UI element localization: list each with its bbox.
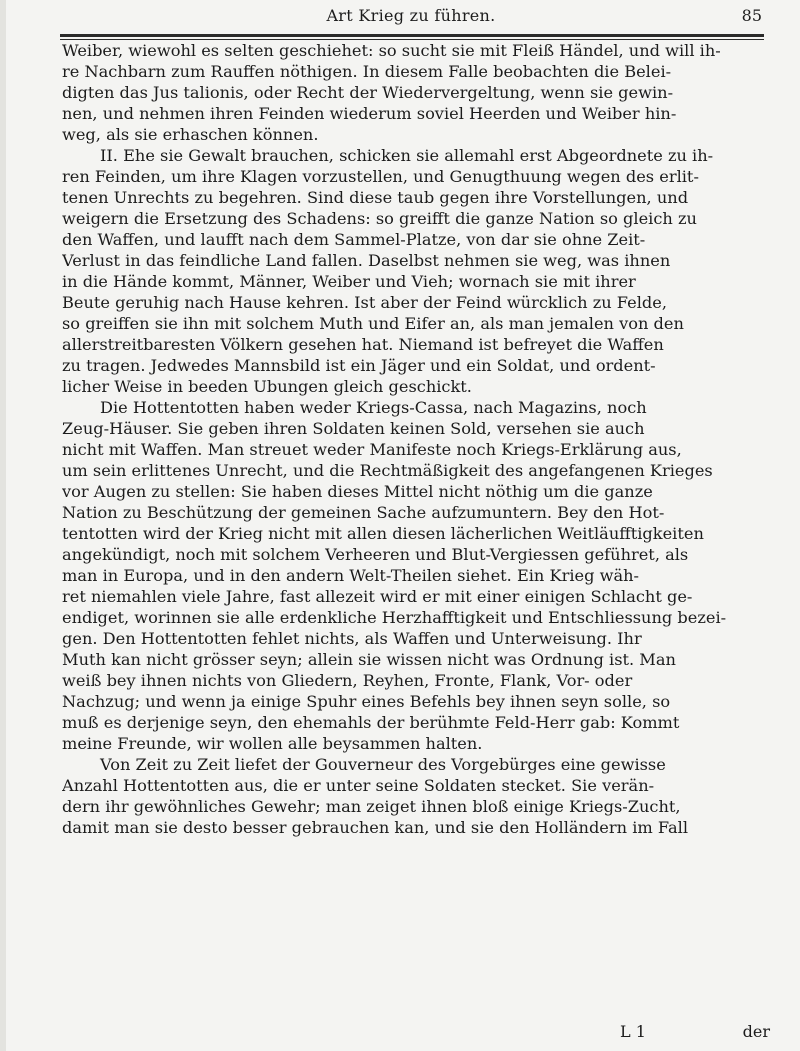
text-line: tentotten wird der Krieg nicht mit allen diesen lächerlichen Weitläufftigkeiten [62, 524, 704, 543]
text-line: Muth kan nicht grösser seyn; allein sie wissen nicht was Ordnung ist. Man [62, 650, 676, 669]
text-line: tenen Unrechts zu begehren. Sind diese taub gegen ihre Vorstellungen, und [62, 188, 689, 207]
text-line: ret niemahlen viele Jahre, fast allezeit wird er mit einer einigen Schlacht ge- [62, 587, 693, 606]
text-line: meine Freunde, wir wollen alle beysammen halten. [62, 734, 483, 753]
text-line: Verlust in das feindliche Land fallen. Daselbst nehmen sie weg, was ihnen [62, 251, 671, 270]
text-line: endiget, worinnen sie alle erdenkliche Herzhafftigkeit und Entschliessung bezei- [62, 608, 727, 627]
text-line: so greiffen sie ihn mit solchem Muth und Eifer an, als man jemalen von den [62, 314, 684, 333]
page-footer [560, 1022, 770, 1042]
text-line: angekündigt, noch mit solchem Verheeren und Blut-Vergiessen geführet, als [62, 545, 689, 564]
text-line: muß es derjenige seyn, den ehemahls der berühmte Feld-Herr gab: Kommt [62, 713, 680, 732]
text-line: re Nachbarn zum Rauffen nöthigen. In diesem Falle beobachten die Belei- [62, 62, 672, 81]
text-line: Von Zeit zu Zeit liefet der Gouverneur des Vorgebürges eine gewisse [100, 755, 666, 774]
text-line: Zeug-Häuser. Sie geben ihren Soldaten keinen Sold, versehen sie auch [62, 419, 645, 438]
text-line: Nation zu Beschützung der gemeinen Sache aufzumuntern. Bey den Hot- [62, 503, 665, 522]
text-line: nen, und nehmen ihren Feinden wiederum soviel Heerden und Weiber hin- [62, 104, 677, 123]
text-line: Nachzug; und wenn ja einige Spuhr eines Befehls bey ihnen seyn solle, so [62, 692, 671, 711]
page-header [60, 6, 762, 32]
text-line: damit man sie desto besser gebrauchen kan, und sie den Holländern im Fall [62, 818, 689, 837]
text-line: Anzahl Hottentotten aus, die er unter seine Soldaten stecket. Sie verän- [62, 776, 655, 795]
text-line: in die Hände kommt, Männer, Weiber und Vieh; wornach sie mit ihrer [62, 272, 636, 291]
text-line: um sein erlittenes Unrecht, und die Rechtmäßigkeit des angefangenen Krieges [62, 461, 713, 480]
body-text [62, 40, 768, 838]
text-line: Die Hottentotten haben weder Kriegs-Cassa, nach Magazins, noch [100, 398, 647, 417]
running-title: Art Krieg zu führen. [326, 6, 496, 25]
text-line: weg, als sie erhaschen können. [62, 125, 319, 144]
text-line: allerstreitbaresten Völkern gesehen hat. Niemand ist befreyet die Waffen [62, 335, 664, 354]
text-line: nicht mit Waffen. Man streuet weder Manifeste noch Kriegs-Erklärung aus, [62, 440, 682, 459]
text-line: gen. Den Hottentotten fehlet nichts, als Waffen und Unterweisung. Ihr [62, 629, 642, 648]
header-rule [60, 34, 764, 37]
text-line: Weiber, wiewohl es selten geschiehet: so sucht sie mit Fleiß Händel, und will ih- [62, 41, 721, 60]
page-number: 85 [741, 6, 762, 25]
text-line: vor Augen zu stellen: Sie haben dieses Mittel nicht nöthig um die ganze [62, 482, 653, 501]
text-line: zu tragen. Jedwedes Mannsbild ist ein Jäger und ein Soldat, und ordent- [62, 356, 656, 375]
text-line: II. Ehe sie Gewalt brauchen, schicken sie allemahl erst Abgeordnete zu ih- [100, 146, 714, 165]
text-line: licher Weise in beeden Ubungen gleich geschickt. [62, 377, 472, 396]
catchword: der [742, 1022, 770, 1041]
text-line: weigern die Ersetzung des Schadens: so greifft die ganze Nation so gleich zu [62, 209, 697, 228]
text-line: weiß bey ihnen nichts von Gliedern, Reyhen, Fronte, Flank, Vor- oder [62, 671, 633, 690]
scan-edge [0, 0, 6, 1051]
text-line: Beute geruhig nach Hause kehren. Ist aber der Feind würcklich zu Felde, [62, 293, 667, 312]
text-line: man in Europa, und in den andern Welt-Theilen siehet. Ein Krieg wäh- [62, 566, 640, 585]
signature-mark: L 1 [620, 1022, 646, 1041]
text-line: ren Feinden, um ihre Klagen vorzustellen, und Genugthuung wegen des erlit- [62, 167, 699, 186]
text-line: digten das Jus talionis, oder Recht der Wiedervergeltung, wenn sie gewin- [62, 83, 674, 102]
text-line: dern ihr gewöhnliches Gewehr; man zeiget ihnen bloß einige Kriegs-Zucht, [62, 797, 681, 816]
text-line: den Waffen, und laufft nach dem Sammel-Platze, von dar sie ohne Zeit- [62, 230, 646, 249]
